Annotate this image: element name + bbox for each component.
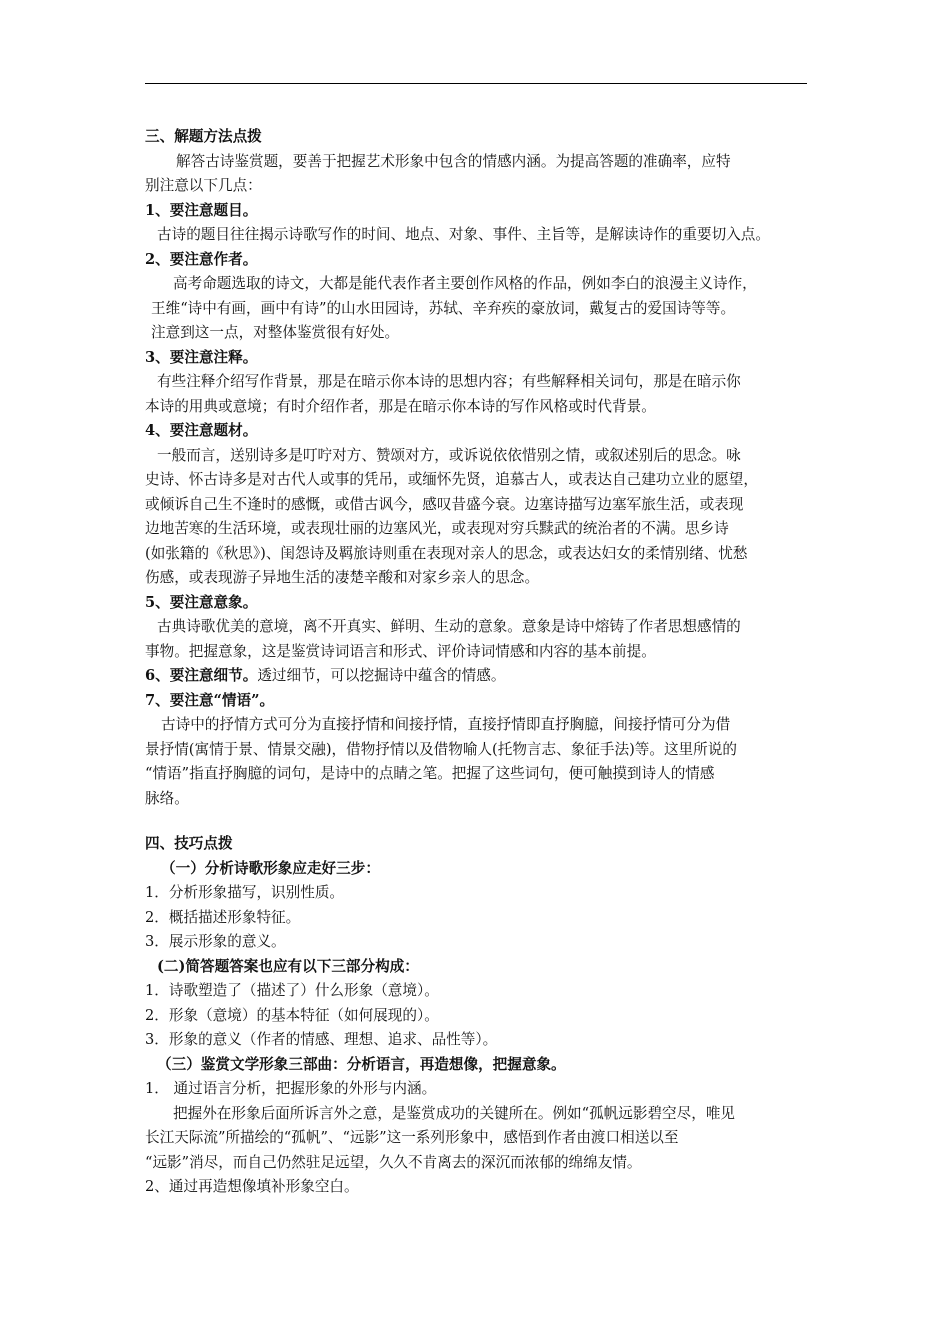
subsection-1-heading: （一）分析诗歌形象应走好三步： [161,859,380,877]
subsection-3-item: 2、通过再造想像填补形象空白。 [145,1178,359,1195]
point-2-text: 王维“诗中有画，画中有诗”的山水田园诗，苏轼、辛弃疾的豪放词，戴复古的爱国诗等等。 [151,299,736,317]
point-4-text: 一般而言，送别诗多是叮咛对方、赞颂对方，或诉说依依惜别之情，或叙述别后的思念。咏 [157,446,741,464]
subsection-2-heading: (二)简答题答案也应有以下三部分构成： [157,957,419,975]
subsection-3-text: 长江天际流”所描绘的“孤帆”、“远影”这一系列形象中，感悟到作者由渡口相送以至 [145,1129,679,1146]
point-4-text: (如张籍的《秋思》)、闺怨诗及羁旅诗则重在表现对亲人的思念，或表达妇女的柔情别绪、忧愁 [145,544,748,562]
section-3-intro-line: 解答古诗鉴赏题，要善于把握艺术形象中包含的情感内涵。为提高答题的准确率，应特 [176,152,731,170]
point-3-text: 有些注释介绍写作背景，那是在暗示你本诗的思想内容；有些解释相关词句，那是在暗示你 [157,373,741,390]
section-gap [145,811,810,832]
point-7-text: 古诗中的抒情方式可分为直接抒情和间接抒情，直接抒情即直抒胸臆，间接抒情可分为借 [161,716,731,733]
section-3-intro-line: 别注意以下几点： [145,177,262,194]
point-3-text: 本诗的用典或意境；有时介绍作者，那是在暗示你本诗的写作风格或时代背景。 [145,397,656,415]
point-2-text: 高考命题选取的诗文，大都是能代表作者主要创作风格的作品，例如李白的浪漫主义诗作， [173,275,757,292]
point-4-text: 史诗、怀古诗多是对古代人或事的凭吊，或缅怀先贤，追慕古人，或表达自己建功立业的愿望， [145,471,758,488]
point-6-text: 透过细节，可以挖掘诗中蕴含的情感。 [257,667,506,684]
point-2-title: 2、要注意作者。 [145,250,258,268]
subsection-1-item: 3．展示形象的意义。 [145,933,286,950]
point-3-title: 3、要注意注释。 [145,348,258,366]
point-2-text: 注意到这一点，对整体鉴赏很有好处。 [151,324,400,341]
subsection-2-item: 2．形象（意境）的基本特征（如何展现的）。 [145,1006,439,1024]
header-rule [145,83,807,84]
point-6-line [145,664,810,689]
point-5-text: 古典诗歌优美的意境，离不开真实、鲜明、生动的意象。意象是诗中熔铸了作者思想感情的 [157,618,741,635]
point-7-text: “情语”指直抒胸臆的词句，是诗中的点睛之笔。把握了这些词句，便可触摸到诗人的情感 [145,765,715,782]
subsection-3-heading: （三）鉴赏文学形象三部曲：分析语言，再造想像，把握意象。 [157,1055,566,1073]
point-7-text: 景抒情(寓情于景、情景交融)，借物抒情以及借物喻人(托物言志、象征手法)等。这里所说的 [145,740,737,758]
point-7-title: 7、要注意“情语”。 [145,691,275,709]
point-7-text: 脉络。 [145,789,189,807]
point-5-text: 事物。把握意象，这是鉴赏诗词语言和形式、评价诗词情感和内容的基本前提。 [145,642,656,660]
point-4-title: 4、要注意题材。 [145,422,258,439]
subsection-2-item: 1．诗歌塑造了（描述了）什么形象（意境）。 [145,982,439,999]
document-body [145,125,810,1200]
subsection-3-text: 把握外在形象后面所诉言外之意，是鉴赏成功的关键所在。例如“孤帆远影碧空尽，唯见 [173,1104,736,1122]
point-6-title: 6、要注意细节。 [145,667,258,684]
point-1-title: 1、要注意题目。 [145,201,258,219]
point-1-text: 古诗的题目往往揭示诗歌写作的时间、地点、对象、事件、主旨等，是解读诗作的重要切入点。 [157,226,770,243]
subsection-2-item: 3．形象的意义（作者的情感、理想、追求、品性等）。 [145,1031,498,1048]
subsection-1-item: 2．概括描述形象特征。 [145,908,301,926]
subsection-1-item: 1．分析形象描写，识别性质。 [145,884,345,901]
subsection-3-text: “远影”消尽，而自己仍然驻足远望，久久不肯离去的深沉而浓郁的绵绵友情。 [145,1153,642,1171]
point-4-text: 或倾诉自己生不逢时的感慨，或借古讽今，感叹昔盛今衰。边塞诗描写边塞军旅生活，或表现 [145,495,744,513]
point-4-text: 边地苦寒的生活环境，或表现壮丽的边塞风光，或表现对穷兵黩武的统治者的不满。思乡诗 [145,520,729,537]
subsection-3-item: 1． 通过语言分析，把握形象的外形与内涵。 [145,1080,437,1097]
point-4-text: 伤感，或表现游子异地生活的凄楚辛酸和对家乡亲人的思念。 [145,569,540,586]
section-3-heading: 三、解题方法点拨 [145,128,262,145]
section-4-heading: 四、技巧点拨 [145,835,233,852]
point-5-title: 5、要注意意象。 [145,593,258,611]
